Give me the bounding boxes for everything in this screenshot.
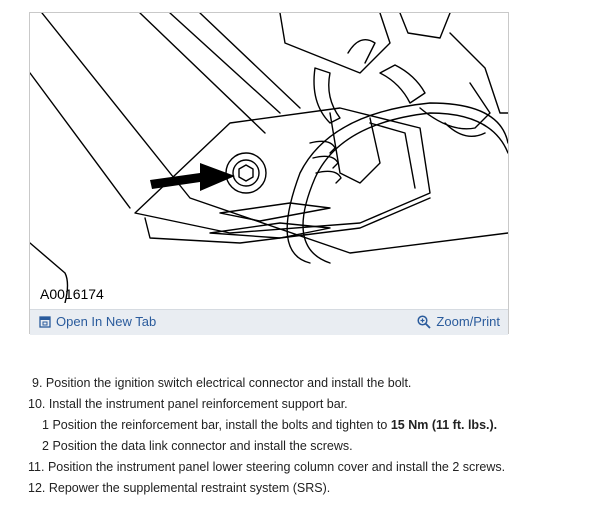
step-number: 9. (32, 376, 43, 390)
figure-toolbar (30, 309, 508, 335)
figure-container (29, 12, 509, 334)
open-in-new-tab-icon (39, 316, 51, 328)
figure-id-label: A0016174 (40, 286, 104, 302)
open-in-new-tab-label: Open In New Tab (56, 314, 157, 329)
step-number: 1 (42, 418, 49, 432)
step-10 (28, 397, 348, 411)
step-text: Position the instrument panel lower steering column cover and install the 2 screws. (47, 460, 506, 474)
torque-spec: 15 Nm (11 ft. lbs.). (390, 418, 498, 432)
step-text: Repower the supplemental restraint system (SRS). (48, 481, 331, 495)
step-text: Position the ignition switch electrical connector and install the bolt. (45, 376, 412, 390)
step-11 (28, 460, 505, 474)
open-in-new-tab-link[interactable] (39, 314, 156, 329)
step-number: 12. (28, 481, 46, 495)
step-12 (28, 481, 330, 495)
substep-2 (42, 439, 353, 453)
step-text: Install the instrument panel reinforcement support bar. (48, 397, 348, 411)
zoom-print-link[interactable] (417, 314, 500, 329)
step-number: 11. (28, 460, 45, 474)
step-number: 2 (42, 439, 49, 453)
technical-illustration (30, 13, 508, 303)
substep-1 (42, 418, 497, 432)
zoom-magnifier-icon (417, 315, 431, 329)
step-text: Position the data link connector and install the screws. (52, 439, 353, 453)
zoom-print-label: Zoom/Print (436, 314, 500, 329)
step-9 (32, 376, 411, 390)
step-number: 10. (28, 397, 46, 411)
step-text: Position the reinforcement bar, install the bolts and tighten to (52, 418, 391, 432)
